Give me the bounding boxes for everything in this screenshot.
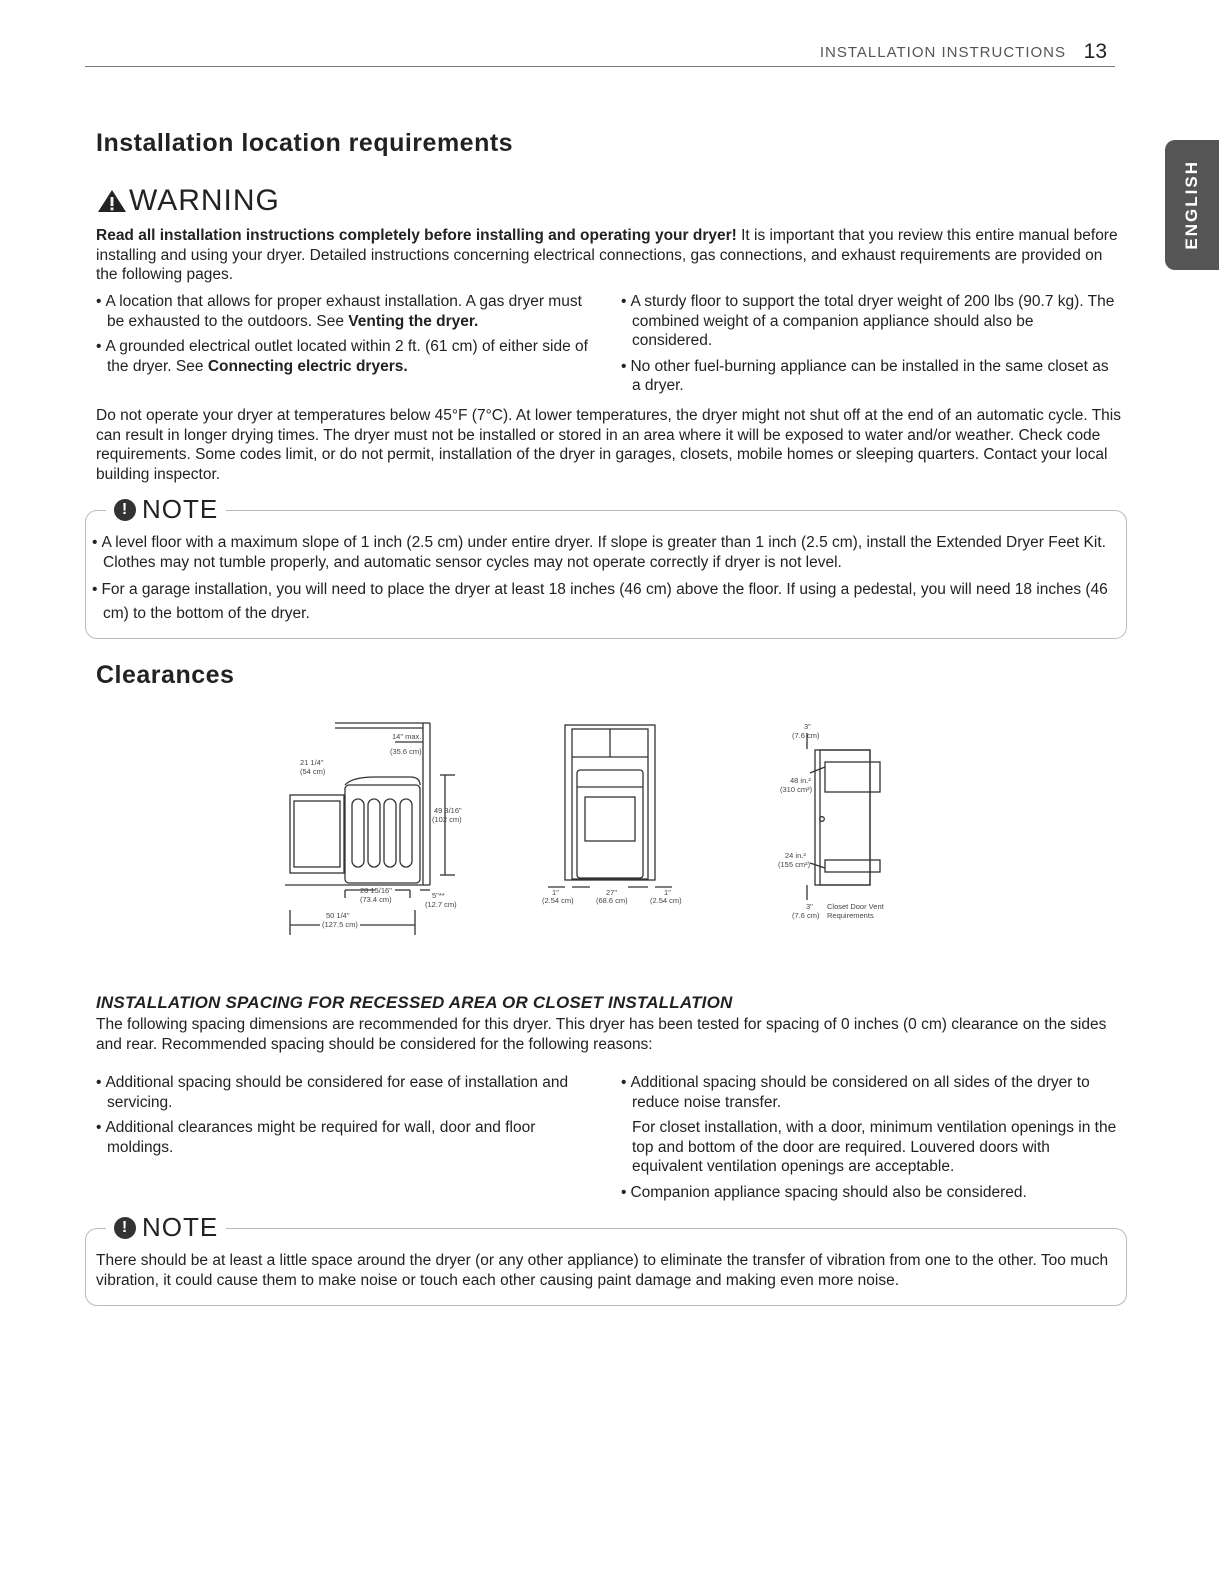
d3-caption-2: Requirements — [827, 911, 874, 920]
d2-right: 1" — [664, 888, 671, 897]
language-tab — [1165, 140, 1219, 270]
d1-total: 50 1/4" — [326, 911, 350, 920]
d2-width-cm: (68.6 cm) — [596, 896, 628, 905]
location-title: Installation location requirements — [96, 129, 514, 157]
electric-link-text: Connecting electric dryers. — [207, 357, 408, 375]
note-heading — [106, 1212, 226, 1243]
warning-intro — [96, 226, 1126, 285]
d1-height-cm: (102 cm) — [432, 815, 462, 824]
d1-top-clear-cm: (35.6 cm) — [390, 747, 422, 756]
note-level-content — [92, 533, 1117, 632]
d3-lower-cm: (155 cm²) — [778, 860, 811, 869]
d2-width: 27" — [606, 888, 618, 897]
front-view-diagram — [548, 725, 672, 887]
location-left-column — [96, 292, 596, 382]
d1-height: 49 3/16" — [434, 806, 462, 815]
list-item: • Additional clearances might be required for wall, door and floor moldings. — [96, 1118, 596, 1157]
d3-lower: 24 in.² — [785, 851, 806, 860]
list-item: • Additional spacing should be considered on all sides of the dryer to reduce noise transfer. — [621, 1073, 1121, 1112]
d3-upper: 48 in.² — [790, 776, 811, 785]
list-item: • No other fuel-burning appliance can be installed in the same closet as a dryer. — [621, 357, 1116, 396]
note-heading — [106, 494, 226, 525]
d1-depth-cm: (73.4 cm) — [360, 895, 392, 904]
d3-caption-1: Closet Door Vent — [827, 902, 884, 911]
d2-right-cm: (2.54 cm) — [650, 896, 682, 905]
d1-top-clear: 14" max. — [392, 732, 422, 741]
d3-upper-cm: (310 cm²) — [780, 785, 813, 794]
d3-top-cm: (7.6 cm) — [792, 731, 820, 740]
d3-bottom: 3" — [806, 902, 813, 911]
spacing-title: INSTALLATION SPACING FOR RECESSED AREA OR CLOSET INSTALLATION — [96, 993, 733, 1012]
list-item: For closet installation, with a door, minimum ventilation openings in the top and bottom of the door are required. Louvered doors with equivalent ventilation openings are acceptable. — [632, 1119, 1117, 1175]
note-label: NOTE — [142, 494, 219, 524]
list-item: • A level floor with a maximum slope of 1 inch (2.5 cm) under entire dryer. If slope is greater than 1 inch (2.5 cm), install the Extended Dryer Feet Kit. Clothes may not tumble properly, and automatic sensor cycles may not operate correctly if dryer is not level. — [92, 533, 1117, 572]
d3-top: 3" — [804, 722, 811, 731]
list-item: • A sturdy floor to support the total dryer weight of 200 lbs (90.7 kg). The combined weight of a companion appliance should also be considered. — [621, 292, 1116, 351]
bullet-text: A grounded electrical outlet located within 2 ft. (61 cm) of either side of the dryer. See — [105, 338, 588, 375]
language-tab-label: ENGLISH — [1182, 160, 1201, 250]
header-section-title: INSTALLATION INSTRUCTIONS — [819, 44, 1066, 61]
page-number: 13 — [1083, 40, 1107, 63]
spacing-intro: The following spacing dimensions are recommended for this dryer. This dryer has been tested for spacing of 0 inches (0 cm) clearance on the sides and rear. Recommended spacing should be considered for the following reasons: — [96, 1016, 1107, 1053]
temperature-paragraph: Do not operate your dryer at temperatures below 45°F (7°C). At lower temperatures, the dryer might not shut off at the end of an automatic cycle. This can result in longer drying times. The dryer must not be installed or stored in an area where it will be exposed to water and/or weather. Check code requirements. Some codes limit, or do not permit, installation of the dryer in garages, closets, mobile homes or sleeping quarters. Contact your local building inspector. — [96, 407, 1121, 483]
d3-bottom-cm: (7.6 cm) — [792, 911, 820, 920]
list-item: • For a garage installation, you will need to place the dryer at least 18 inches (46 cm) above the floor. If using a pedestal, you will need 18 inches (46 cm) to the bottom of the dryer. — [92, 578, 1117, 626]
note-label: NOTE — [142, 1212, 219, 1242]
warning-heading — [97, 184, 280, 218]
d1-door-cm: (54 cm) — [300, 767, 326, 776]
d1-rear-cm: (12.7 cm) — [425, 900, 457, 909]
warning-label: WARNING — [129, 184, 280, 217]
clearance-diagrams — [280, 715, 920, 945]
header-divider — [85, 66, 1115, 67]
spacing-right-column — [621, 1073, 1121, 1208]
list-item: • Additional spacing should be considered for ease of installation and servicing. — [96, 1073, 596, 1112]
d1-depth: 28 15/16" — [360, 886, 392, 895]
d1-rear: 5"** — [432, 891, 445, 900]
spacing-left-column — [96, 1073, 596, 1163]
warning-intro-bold: Read all installation instructions completely before installing and operating your dryer! — [96, 227, 737, 244]
note-vibration-text: There should be at least a little space around the dryer (or any other appliance) to eliminate the transfer of vibration from one to the other. Too much vibration, it could cause them to make noise or touch each other causing paint damage and making even more noise. — [96, 1252, 1109, 1289]
clearances-title: Clearances — [96, 661, 235, 689]
venting-link-text: Venting the dryer. — [348, 312, 479, 330]
exclamation-icon: ! — [114, 499, 136, 521]
warning-intro-text: It is important that you review this entire manual before installing and using your dryer. Detailed instructions concerning electrical connections, gas connections, and exhaust requirements are provided on the following pages. — [96, 227, 1118, 283]
exclamation-icon: ! — [114, 1217, 136, 1239]
location-right-column — [621, 292, 1116, 402]
list-item: • Companion appliance spacing should also be considered. — [621, 1183, 1121, 1203]
list-item — [96, 292, 596, 331]
d1-total-cm: (127.5 cm) — [322, 920, 358, 929]
closet-door-diagram — [807, 733, 880, 900]
d1-door: 21 1/4" — [300, 758, 324, 767]
list-item — [96, 337, 596, 376]
bullet-text: A location that allows for proper exhaust installation. A gas dryer must be exhausted to the outdoors. See — [105, 293, 582, 330]
warning-triangle-icon — [97, 189, 127, 213]
d2-left: 1" — [552, 888, 559, 897]
d2-left-cm: (2.54 cm) — [542, 896, 574, 905]
